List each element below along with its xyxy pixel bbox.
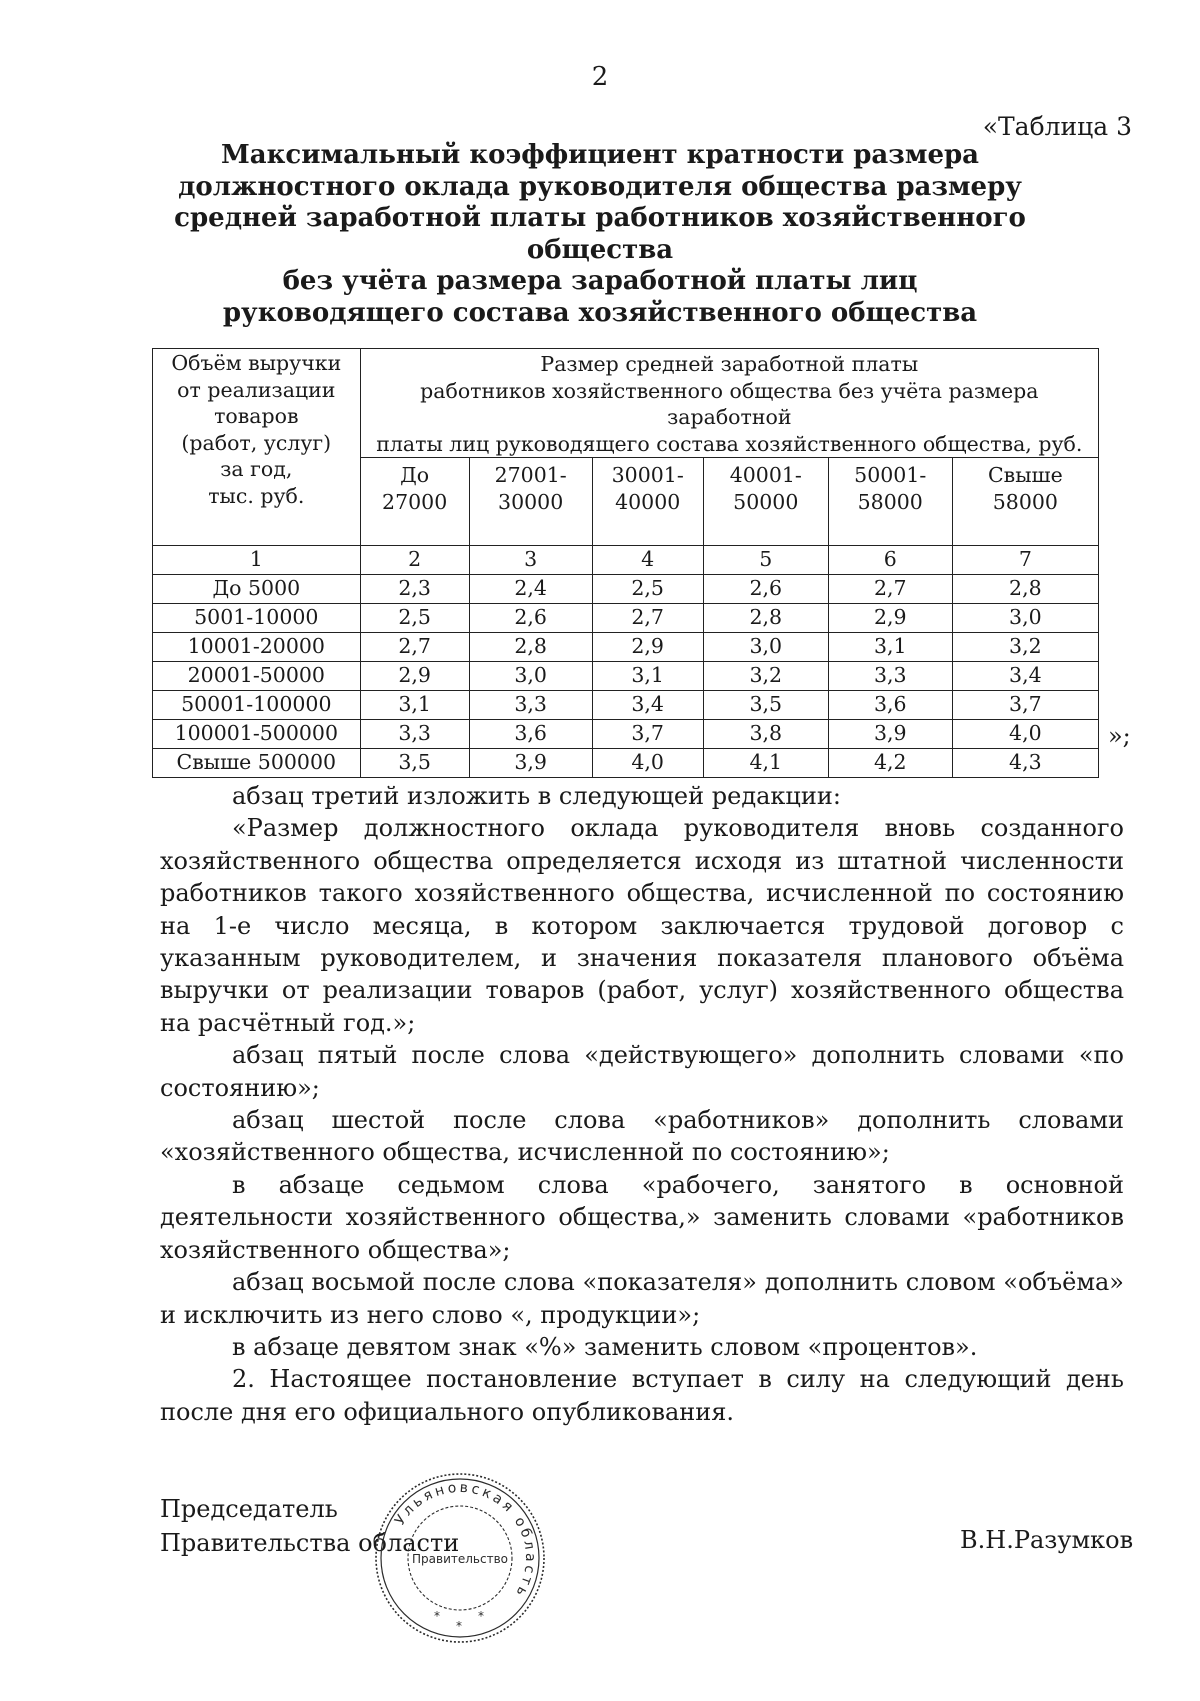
coefficient-cell: 4,2 xyxy=(828,749,952,778)
revenue-cell: До 5000 xyxy=(153,575,361,604)
coefficient-cell: 2,6 xyxy=(703,575,828,604)
signatory-title-line: Правительства области xyxy=(160,1529,460,1557)
coefficient-cell: 3,1 xyxy=(360,691,469,720)
paragraph: 2. Настоящее постановление вступает в силу на следующий день после дня его официального опубликования. xyxy=(160,1365,1124,1426)
table-row xyxy=(153,633,1099,662)
salary-range-header xyxy=(592,458,703,546)
table-row xyxy=(153,575,1099,604)
revenue-cell: 10001-20000 xyxy=(153,633,361,662)
column-number-row xyxy=(153,546,1099,575)
range-line: 30000 xyxy=(498,489,564,514)
coefficient-table xyxy=(152,348,1099,778)
range-line: До xyxy=(400,463,430,487)
coefficient-cell: 3,6 xyxy=(828,691,952,720)
paragraph: в абзаце седьмом слова «рабочего, занятого в основной деятельности хозяйственного общества,» заменить словами «работников хозяйственного общества»; xyxy=(160,1170,1124,1264)
header-line: (работ, услуг) xyxy=(181,430,332,455)
coefficient-cell: 2,6 xyxy=(469,604,592,633)
header-line: Объём выручки xyxy=(171,351,342,375)
header-line: платы лиц руководящего состава хозяйственного общества, руб. xyxy=(376,431,1083,456)
paragraph: абзац пятый после слова «действующего» дополнить словами «по состоянию»; xyxy=(160,1041,1124,1102)
range-line: 50000 xyxy=(733,489,799,514)
header-line: тыс. руб. xyxy=(208,483,305,508)
coefficient-cell: 2,9 xyxy=(360,662,469,691)
coefficient-cell: 3,1 xyxy=(828,633,952,662)
official-seal xyxy=(372,1470,548,1646)
paragraph: абзац восьмой после слова «показателя» дополнить словом «объёма» и исключить из него слово «, продукции»; xyxy=(160,1268,1124,1329)
table-reference: «Таблица 3 xyxy=(982,112,1132,141)
range-line: 30001- xyxy=(611,463,684,487)
coefficient-cell: 4,1 xyxy=(703,749,828,778)
amendment-text xyxy=(160,780,1124,1428)
coefficient-cell: 3,2 xyxy=(952,633,1098,662)
salary-range-header xyxy=(360,458,469,546)
paragraph: «Размер должностного оклада руководителя вновь созданного хозяйственного общества определяется исходя из штатной численности работников такого хозяйственного общества, исчисленной по состоянию на 1-е число месяца, в котором заключается трудовой договор с указанным руководителем, и значения показателя планового объёма выручки от реализации товаров (работ, услуг) хозяйственного общества на расчётный год.»; xyxy=(160,814,1124,1037)
coefficient-cell: 3,2 xyxy=(703,662,828,691)
table-row xyxy=(153,720,1099,749)
coefficient-cell: 3,7 xyxy=(592,720,703,749)
coefficient-cell: 3,4 xyxy=(952,662,1098,691)
column-number: 5 xyxy=(703,546,828,575)
coefficient-cell: 3,3 xyxy=(469,691,592,720)
title-line: средней заработной платы работников хозяйственного общества xyxy=(174,203,1026,265)
signatory-name: В.Н.Разумков xyxy=(960,1526,1134,1554)
salary-range-header xyxy=(952,458,1098,546)
title-line: без учёта размера заработной платы лиц xyxy=(282,266,918,296)
paragraph: в абзаце девятом знак «%» заменить словом «процентов». xyxy=(232,1332,978,1361)
coefficient-cell: 3,1 xyxy=(592,662,703,691)
coefficient-cell: 3,7 xyxy=(952,691,1098,720)
table-closing-quote: »; xyxy=(1108,722,1131,750)
column-number: 1 xyxy=(153,546,361,575)
header-line: за год, xyxy=(220,457,293,481)
page-number: 2 xyxy=(591,62,609,92)
revenue-cell: 50001-100000 xyxy=(153,691,361,720)
salary-header-cell xyxy=(360,349,1098,458)
revenue-cell: Свыше 500000 xyxy=(153,749,361,778)
signatory-title-line: Председатель xyxy=(160,1495,338,1523)
revenue-cell: 20001-50000 xyxy=(153,662,361,691)
column-number: 4 xyxy=(592,546,703,575)
coefficient-cell: 2,8 xyxy=(703,604,828,633)
coefficient-cell: 3,8 xyxy=(703,720,828,749)
column-number: 6 xyxy=(828,546,952,575)
seal-star-icon: * xyxy=(456,1619,462,1633)
salary-range-header xyxy=(469,458,592,546)
paragraph: абзац шестой после слова «работников» дополнить словами «хозяйственного общества, исчисленной по состоянию»; xyxy=(160,1106,1124,1167)
coefficient-cell: 4,3 xyxy=(952,749,1098,778)
paragraph: абзац третий изложить в следующей редакции: xyxy=(232,782,841,810)
range-line: 58000 xyxy=(857,489,923,514)
column-number: 3 xyxy=(469,546,592,575)
title-line: Максимальный коэффициент кратности размера xyxy=(220,140,980,170)
coefficient-cell: 2,7 xyxy=(360,633,469,662)
header-line: работников хозяйственного общества без учёта размера заработной xyxy=(420,378,1039,429)
seal-ring-textpath: Ульяновская область xyxy=(391,1479,539,1602)
header-line: товаров xyxy=(214,404,299,428)
coefficient-cell: 2,9 xyxy=(592,633,703,662)
coefficient-cell: 3,5 xyxy=(360,749,469,778)
coefficient-cell: 3,9 xyxy=(469,749,592,778)
coefficient-cell: 3,3 xyxy=(360,720,469,749)
range-line: 40000 xyxy=(615,489,681,514)
coefficient-cell: 2,4 xyxy=(469,575,592,604)
coefficient-cell: 3,6 xyxy=(469,720,592,749)
seal-star-icon: * xyxy=(434,1609,440,1623)
table-title xyxy=(150,140,1050,329)
seal-ring-text xyxy=(392,1480,538,1602)
table-row xyxy=(153,691,1099,720)
column-number: 2 xyxy=(360,546,469,575)
range-line: 40001- xyxy=(729,463,802,487)
range-line: 58000 xyxy=(992,489,1058,514)
title-line: должностного оклада руководителя общества размеру xyxy=(178,171,1022,202)
coefficient-cell: 3,0 xyxy=(952,604,1098,633)
seal-center-text: Правительство xyxy=(412,1552,508,1566)
range-line: 27000 xyxy=(382,489,448,514)
coefficient-cell: 2,5 xyxy=(592,575,703,604)
coefficient-cell: 2,3 xyxy=(360,575,469,604)
coefficient-cell: 2,8 xyxy=(469,633,592,662)
coefficient-cell: 2,7 xyxy=(592,604,703,633)
coefficient-cell: 3,0 xyxy=(703,633,828,662)
coefficient-cell: 2,5 xyxy=(360,604,469,633)
table-row xyxy=(153,662,1099,691)
column-number: 7 xyxy=(952,546,1098,575)
title-line: руководящего состава хозяйственного общества xyxy=(222,297,978,328)
salary-range-header xyxy=(703,458,828,546)
seal-star-icon: * xyxy=(478,1609,484,1623)
range-line: 50001- xyxy=(854,463,927,487)
table-row xyxy=(153,749,1099,778)
salary-range-header xyxy=(828,458,952,546)
range-line: 27001- xyxy=(494,463,567,487)
coefficient-cell: 3,5 xyxy=(703,691,828,720)
coefficient-cell: 2,7 xyxy=(828,575,952,604)
coefficient-cell: 3,4 xyxy=(592,691,703,720)
table-row xyxy=(153,604,1099,633)
revenue-cell: 100001-500000 xyxy=(153,720,361,749)
coefficient-cell: 4,0 xyxy=(952,720,1098,749)
header-line: от реализации xyxy=(177,377,336,402)
coefficient-cell: 3,0 xyxy=(469,662,592,691)
revenue-header-cell xyxy=(153,349,361,546)
coefficient-cell: 3,9 xyxy=(828,720,952,749)
coefficient-cell: 3,3 xyxy=(828,662,952,691)
range-line: Свыше xyxy=(987,463,1063,487)
revenue-cell: 5001-10000 xyxy=(153,604,361,633)
header-line: Размер средней заработной платы xyxy=(540,352,919,376)
coefficient-cell: 2,9 xyxy=(828,604,952,633)
coefficient-cell: 2,8 xyxy=(952,575,1098,604)
coefficient-cell: 4,0 xyxy=(592,749,703,778)
